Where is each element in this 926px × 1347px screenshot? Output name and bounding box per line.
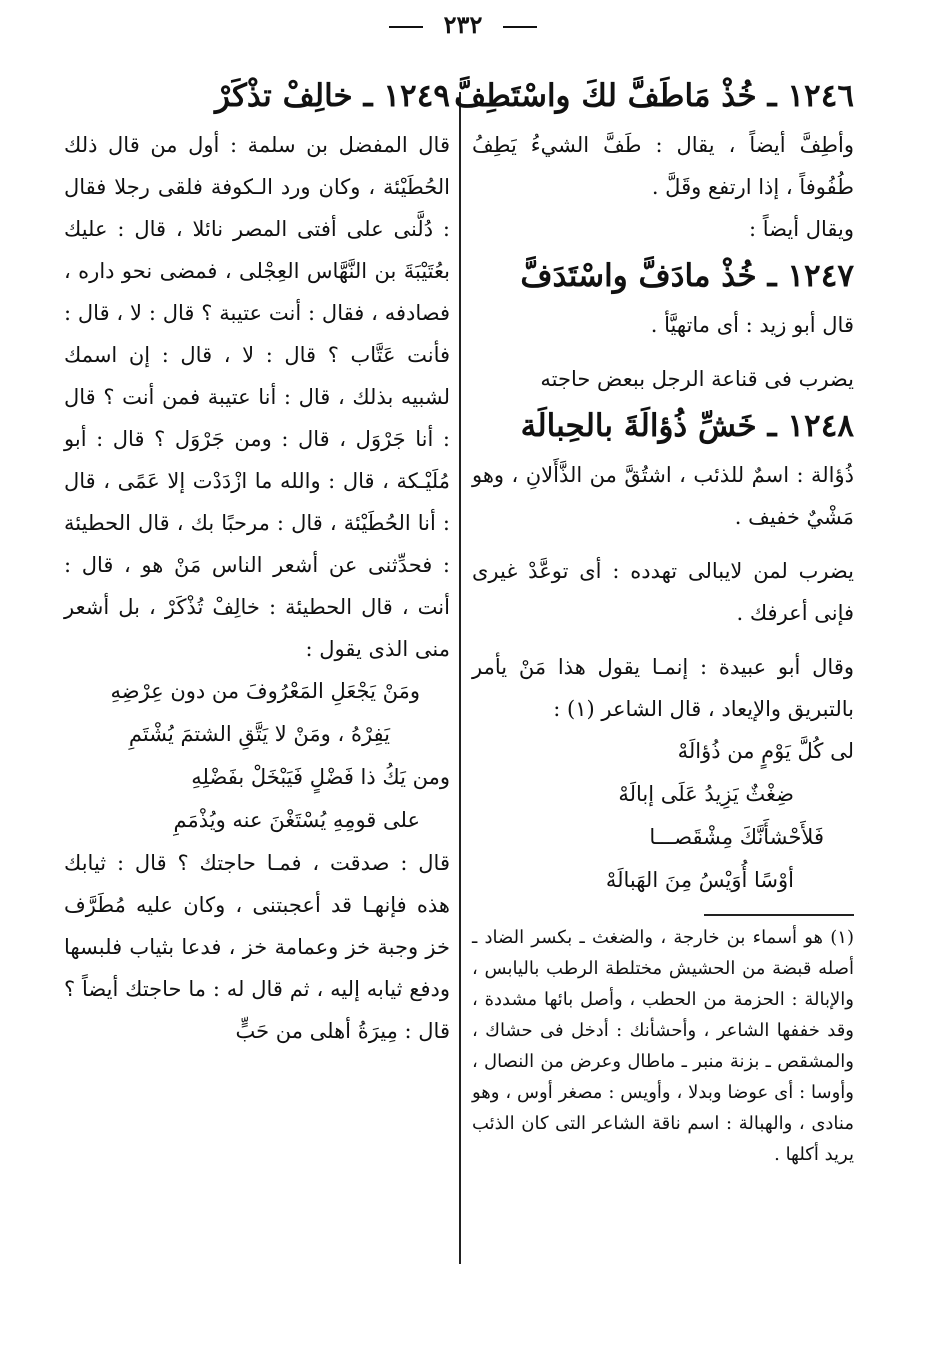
entry-title-1246: ١٢٤٦ ـ خُذْ مَاطَفَّ لكَ واسْتَطِفَّ: [454, 78, 854, 114]
entry-1246-text: وأطِفَّ أيضاً ، يقال : طَفَّ الشيءُ يَطِفُ طُفُوفاً ، إذا ارتفع وقَلَّ .: [472, 133, 854, 199]
header-dash-right: [503, 26, 537, 28]
entry-1249-narrative: قال المفضل بن سلمة : أول من قال ذلك الحُطَيْئة ، وكان ورد الـكوفة فلقى رجلا فقال : دُلَّنى على أفتى المصر نائلا ، قال : عليك بعُتَيْبَةَ بن النَّهَّاس العِجْلى ، فمضى نحو داره ، فصادفه ، فقال : أنت عتيبة ؟ قال : لا ، قال : فأنت عَتَّاب ؟ قال : لا ، قال : إن اسمك لشبيه بذلك ، قال : أنا عتيبة فمن أنت ؟ قال : أنا جَرْوَل ، قال : ومن جَرْوَل ؟ قال : أبو مُلَيْـكة ، قال : والله ما ازْدَدْت إلا عَمًى ، قال : أنا الحُطَيْئة ، قال : مرحبًا بك ، قال الحطيئة : فحدِّثنى عن أشعر الناس مَنْ هو ، قال : أنت ، قال الحطيئة : خالِفْ تُذْكَرْ ، بل أشعر منى الذى يقول :: [64, 133, 450, 661]
verse-line: ضِغْثٌ يَزِيدُ عَلَى إبالَهْ: [618, 782, 794, 806]
verse-line: على قومِهِ يُسْتَغْنَ عنه ويُذْمَمِ: [173, 808, 420, 832]
entry-1246-continuation: ويقال أيضاً :: [749, 217, 854, 241]
left-column: [64, 70, 450, 1052]
page-header: [0, 10, 926, 39]
entry-1248-usage: يضرب لمن لايبالى تهدده : أى توعَّدْ غيرى فإنى أعرفك .: [472, 559, 854, 625]
entry-1248-quote-intro: وقال أبو عبيدة : إنمـا يقول هذا مَنْ يأمر بالتبريق والإيعاد ، قال الشاعر (١) :: [472, 655, 854, 721]
entry-1249-closing: قال : صدقت ، فمـا حاجتك ؟ قال : ثيابك هذه فإنهـا قد أعجبتنى ، وكان عليه مُطَرَّف خز وجبة خز وعمامة خز ، فدعا بثياب فلبسها ودفع ثيابه إليه ، ثم قال له : ما حاجتك أيضاً ؟ قال : مِيرَةُ أهلى من حَبٍّ: [64, 851, 450, 1043]
verse-line: ومن يَكُ ذا فَضْلٍ فَيَبْخَلْ بفَضْلِهِ: [191, 765, 450, 789]
verse-line: فَلأَحْشأَنَّكَ مِشْقَصـــا: [649, 825, 824, 849]
column-divider: [459, 92, 461, 1264]
right-column: [454, 70, 854, 1170]
entry-title-1248: ١٢٤٨ ـ خَشِّ ذُؤالَةَ بالحِبالَة: [520, 408, 854, 444]
entry-1247-usage: يضرب فى قناعة الرجل ببعض حاجته: [540, 367, 854, 391]
entry-1247-text: قال أبو زيد : أى ماتهيَّأ .: [650, 313, 854, 337]
entry-title-1247: ١٢٤٧ ـ خُذْ مادَفَّ واسْتَدَفَّ: [520, 258, 854, 294]
verse-line: لى كُلَّ يَوْمٍ من ذُؤالَهْ: [677, 739, 854, 763]
verse-line: ومَنْ يَجْعَلِ المَعْرُوفَ من دون عِرْضِهِ: [110, 679, 420, 703]
entry-title-1249: ١٢٤٩ ـ خالِفْ تذْكَرْ: [215, 78, 450, 114]
verse-line: أوْسًا أُوَيْسُ مِنَ الهَبالَهْ: [605, 868, 794, 892]
verse-line: يَفِرْهُ ، ومَنْ لا يَتَّقِ الشتمَ يُشْتَمِ: [128, 722, 390, 746]
page-number: ٢٣٢: [443, 10, 483, 39]
entry-1248-definition: ذُؤالة : اسمٌ للذئب ، اشتُقَّ من الذَّأَلانِ ، وهو مَشْيٌ خفيف .: [472, 463, 854, 529]
header-dash-left: [389, 26, 423, 28]
footnote-rule: [704, 914, 854, 916]
footnote: (١) هو أسماء بن خارجة ، والضغث ـ بكسر الضاد ـ أصله قبضة من الحشيش مختلطة الرطب باليابس ، والإبالة : الحزمة من الحطب ، وأصل بائها مشددة ، وقد خففها الشاعر ، وأحشأنك : أدخل فى حشاك ، والمشقص ـ بزنة منبر ـ ماطال وعرض من النصال ، وأوسا : أى عوضا وبدلا ، وأويس : مصغر أوس ، وهو منادى ، والهبالة : اسم ناقة الشاعر التى كان الذئب يريد أكلها .: [472, 927, 854, 1165]
